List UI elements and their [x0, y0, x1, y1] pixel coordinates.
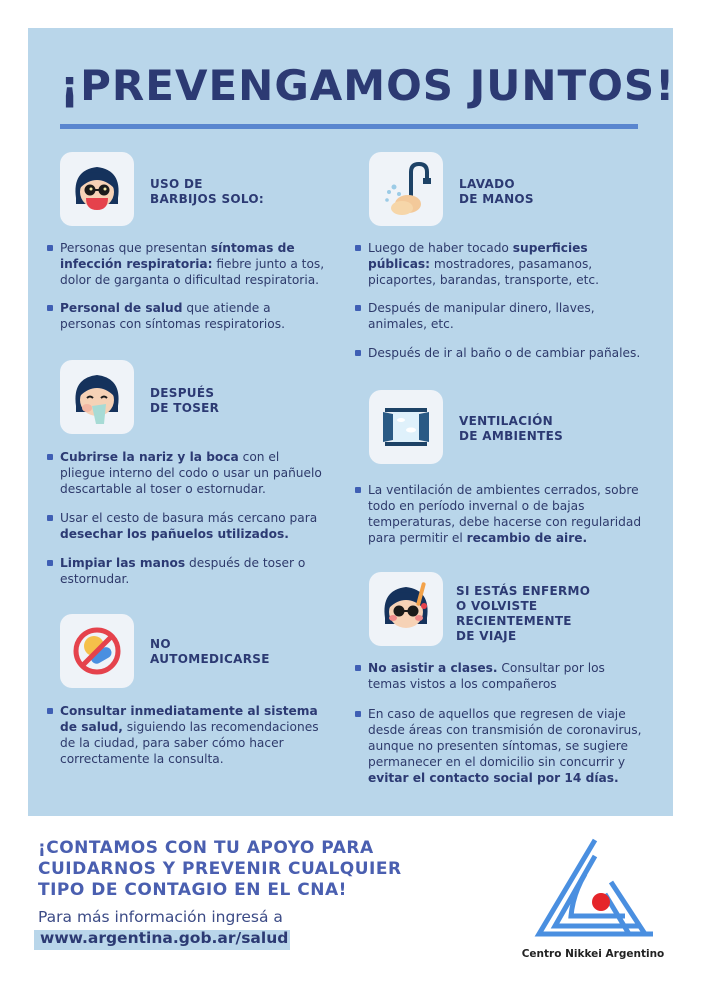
section-title-lavado: LAVADO DE MANOS [459, 177, 534, 206]
list-item: Personas que presentan síntomas de infección respiratoria: fiebre junto a tos, dolor de garganta o dificultad respiratoria. [60, 240, 330, 288]
sick-person-thermometer-icon [369, 572, 443, 646]
section-title-enfermo: SI ESTÁS ENFERMO O VOLVISTE RECIENTEMENTE DE VIAJE [456, 584, 591, 643]
person-with-mask-icon [60, 152, 134, 226]
list-item: La ventilación de ambientes cerrados, sobre todo en período invernal o de bajas temperaturas, debe hacerse con regularidad para permitir el recambio de aire. [368, 482, 653, 546]
page-title: ¡PREVENGAMOS JUNTOS! [60, 61, 676, 110]
list-item: Cubrirse la nariz y la boca con el pliegue interno del codo o usar un pañuelo descartable al toser o estornudar. [60, 449, 325, 497]
health-url-link[interactable]: www.argentina.gob.ar/salud [40, 929, 289, 947]
list-item: Limpiar las manos después de toser o estornudar. [60, 555, 315, 587]
list-item: En caso de aquellos que regresen de viaje desde áreas con transmisión de coronavirus, aunque no presenten síntomas, se sugiere permanecer en el domicilio sin concurrir y evitar el contacto social por 14 días. [368, 706, 648, 786]
logo-name: Centro Nikkei Argentino [521, 948, 665, 960]
no-pills-icon [60, 614, 134, 688]
section-title-automedicarse: NO AUTOMEDICARSE [150, 637, 270, 666]
section-title-barbijos: USO DE BARBIJOS SOLO: [150, 177, 265, 206]
person-coughing-icon [60, 360, 134, 434]
list-item: No asistir a clases. Consultar por los temas vistos a los compañeros [368, 660, 643, 692]
section-title-toser: DESPUÉS DE TOSER [150, 386, 220, 415]
list-item: Usar el cesto de basura más cercano para desechar los pañuelos utilizados. [60, 510, 330, 542]
footer-call-to-action: ¡CONTAMOS CON TU APOYO PARA CUIDARNOS Y PREVENIR CUALQUIER TIPO DE CONTAGIO EN EL CNA! [38, 838, 402, 900]
footer-info-text: Para más información ingresá a [38, 908, 283, 926]
title-divider [60, 124, 638, 129]
list-item: Consultar inmediatamente al sistema de salud, siguiendo las recomendaciones de la ciudad, para saber cómo hacer correctamente la consulta. [60, 703, 325, 767]
list-item: Personal de salud que atiende a personas con síntomas respiratorios. [60, 300, 330, 332]
list-item: Luego de haber tocado superficies públicas: mostradores, pasamanos, picaportes, barandas, transporte, etc. [368, 240, 640, 288]
open-window-icon [369, 390, 443, 464]
centro-nikkei-logo-icon [525, 834, 665, 944]
section-title-ventilacion: VENTILACIÓN DE AMBIENTES [459, 414, 564, 443]
hand-washing-icon [369, 152, 443, 226]
list-item: Después de manipular dinero, llaves, animales, etc. [368, 300, 640, 332]
list-item: Después de ir al baño o de cambiar pañales. [368, 345, 653, 361]
